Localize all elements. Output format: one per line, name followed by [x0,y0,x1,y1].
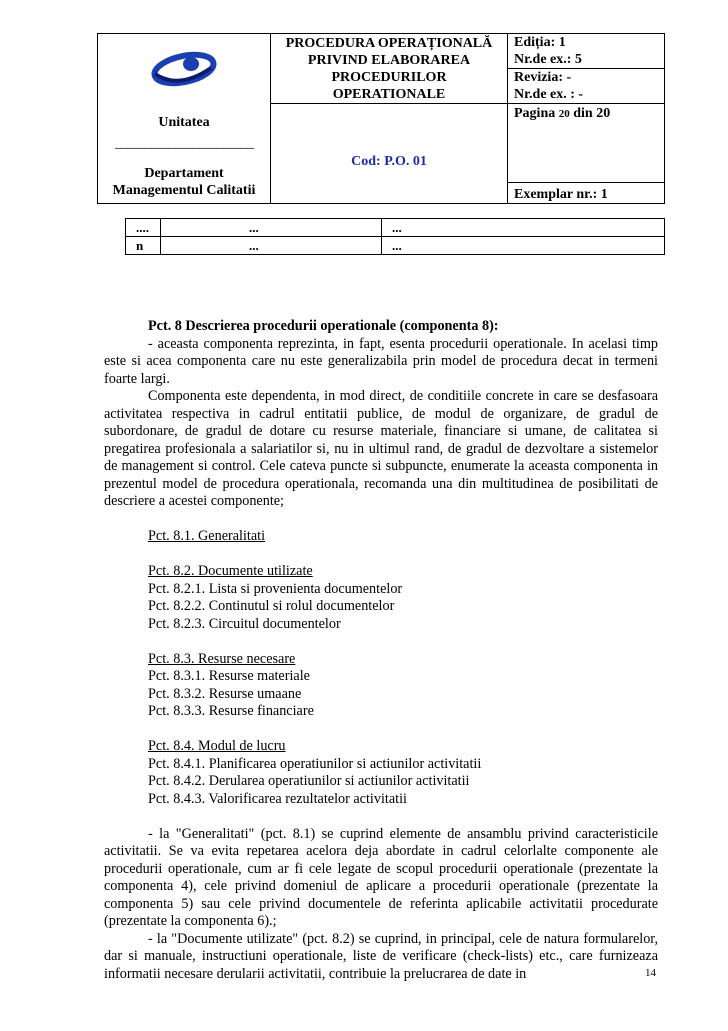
department-label: Departament Managementul Calitatii [112,166,256,198]
company-logo-icon [149,44,219,94]
outline-item: Pct. 8.4.3. Valorificarea rezultatelor activitatii [148,790,407,807]
editia: Ediția: 1 [514,35,566,50]
table-row: .... ... ... [126,219,665,237]
outline-item: Pct. 8.3.3. Resurse financiare [148,703,314,719]
unit-cell [98,34,271,204]
table-row: n ... ... [126,237,665,255]
procedure-title: PROCEDURA OPERAȚIONALĂ PRIVIND ELABORAREA PROCEDURILOR OPERATIONALE [271,34,508,104]
paragraph: Componenta este dependenta, in mod direct, de conditiile concrete in care se desfasoara activitatea respectiva in cadrul entitatii publice, de modul de organizare, de gradul de subordonare, de gradul de dotare cu resurse materiale, financiare si umane, de calitatea si pregatirea profesionala a salariatilor si, nu in ultimul rand, de gradul de dezvoltare a sistemelor de management si control. Cele cateva puncte si subpuncte, enumerate la aceasta componenta in prezentul model de procedura operationala, recomanda una din multitudinea de posibilitati de descriere a acestei componente; [104,388,658,509]
outline-item: Pct. 8.2. Documente utilizate [148,563,313,579]
outline-item: Pct. 8.3.1. Resurse materiale [148,668,310,684]
paragraph: - aceasta componenta reprezinta, in fapt, esenta procedurii operationale. In acelasi timp este si acea componenta care nu este generalizabila prin model de procedura decat in termeni foarte largi. [104,335,658,387]
outline-item: Pct. 8.4. Modul de lucru [148,738,286,754]
revizia: Revizia: - [508,68,664,86]
document-body [104,318,658,983]
cod-cell [271,104,508,204]
page-number: 14 [645,967,656,979]
paragraph: - la "Documente utilizate" (pct. 8.2) se cuprind, in principal, cele de natura formularelor, dar si manuale, instructiuni operationale, liste de verificare (check-lists) etc., care furnizeaza informatii necesare derularii activitatii, contribuie la prelucrarea de date in [104,930,658,982]
revision-table [125,218,665,255]
outline-list [104,528,658,808]
outline-item: Pct. 8.2.2. Continutul si rolul documentelor [148,598,395,614]
pagina-cell: Pagina 20 din 20 [508,104,665,183]
section-heading: Pct. 8 Descrierea procedurii operationale (componenta 8): [148,318,499,334]
unit-label: Unitatea [158,115,210,130]
outline-item: Pct. 8.4.2. Derularea operatiunilor si actiunilor activitatii [148,773,470,789]
outline-item: Pct. 8.2.3. Circuitul documentelor [148,615,341,632]
edition-cell [508,34,665,104]
exemplar-cell: Exemplar nr.: 1 [508,183,665,204]
outline-item: Pct. 8.2.1. Lista si provenienta documentelor [148,580,403,597]
outline-item: Pct. 8.1. Generalitati [148,528,266,544]
cod-value: Cod: P.O. 01 [351,153,427,169]
unit-blank-line: _______________________ [115,136,253,151]
outline-item: Pct. 8.3. Resurse necesare [148,650,296,667]
document-header [97,33,665,204]
outline-item: Pct. 8.4.1. Planificarea operatiunilor si actiunilor activitatii [148,755,482,772]
nr-ex-2: Nr.de ex. : - [514,87,584,102]
outline-item: Pct. 8.3.2. Resurse umaane [148,685,302,702]
paragraph: - la "Generalitati" (pct. 8.1) se cuprind elemente de ansamblu privind caracteristicile activitatii. Se va evita repetarea acelora deja abordate in cadrul celorlalte componente ale procedurii operationale, cum ar fi cele legate de scopul procedurii operationale (prezentate la componenta 4), cele privind domeniul de aplicare a procedurii operationale (prezentate la componenta 5) sau cele privind documentele de referinta aplicabile activitatii procedurate (prezentate la componenta 6).; [104,825,658,929]
nr-ex-1: Nr.de ex.: 5 [514,52,582,67]
